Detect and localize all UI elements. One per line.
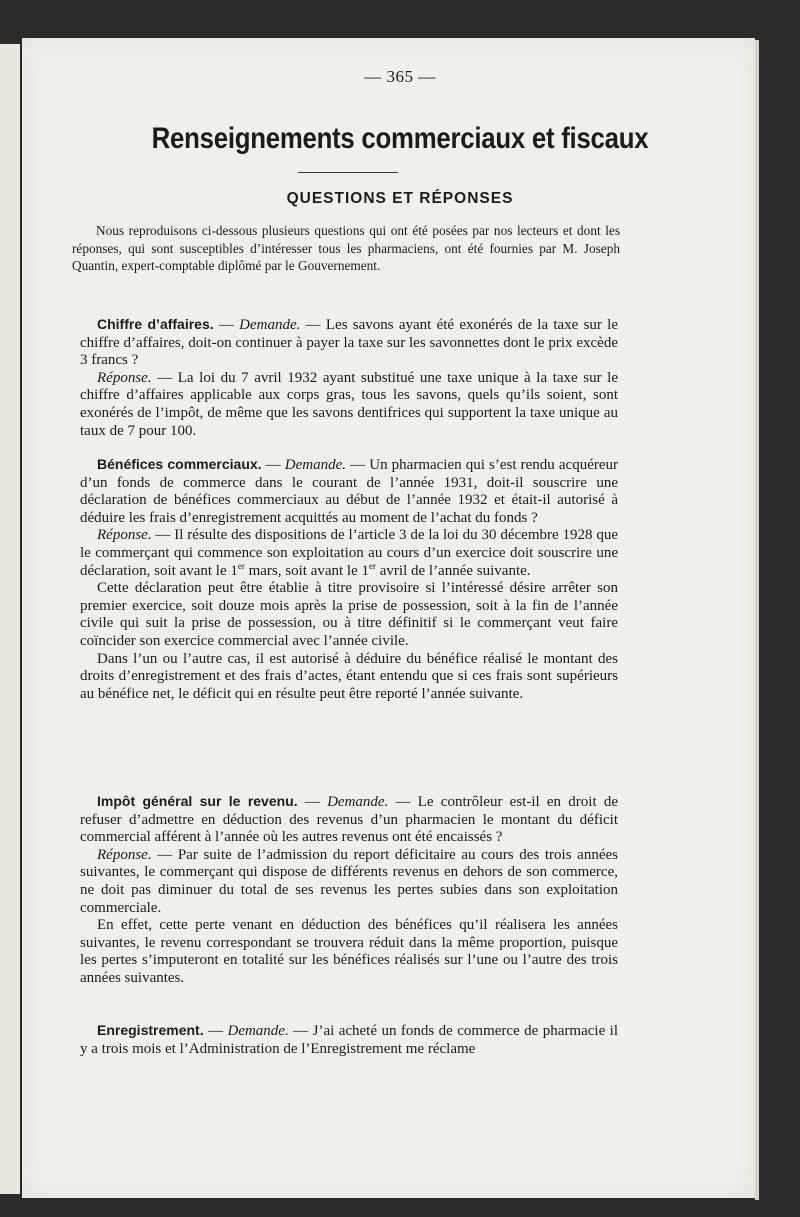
previous-page-edge: [0, 44, 20, 1194]
topic-label: Bénéfices commerciaux.: [97, 456, 262, 472]
answer-text: Il résulte des dispositions de l’article 3 de la loi du 30 décembre 1928 que le commerçant qui commence son exploitation au cours d’un exercice doit souscrire une déclaration, soit avant le 1: [80, 527, 619, 579]
ordinal-suffix: er: [369, 560, 376, 571]
answer-text: La loi du 7 avril 1932 ayant substitué une taxe unique à la taxe sur le chiffre d’affaires applicable aux corps gras, tous les savons, quels qu’ils soient, sont exonérés de l’impôt, de même que les savons dentifrices qui supportent la taxe unique au taux de 7 pour 100.: [80, 369, 618, 439]
page-title: Renseignements commerciaux et fiscaux: [151, 122, 649, 155]
page-number: — 365 —: [364, 67, 436, 86]
demande-label: Demande.: [227, 1023, 289, 1039]
topic-label: Impôt général sur le revenu.: [97, 793, 298, 809]
ordinal-suffix: er: [237, 560, 245, 571]
answer-paragraph: Réponse. — La loi du 7 avril 1932 ayant substitué une taxe unique à la taxe sur le chiffre d’affaires applicable aux corps gras, tous les savons, quels qu’ils soient, sont exonérés de l’impôt, de même que les savons dentifrices qui supportent la taxe unique au taux de 7 pour 100.: [80, 369, 618, 439]
question-text: Un pharmacien qui s’est rendu acquéreur d’un fonds de commerce dans le courant de l’année 1931, doit-il souscrire une déclaration de bénéfices commerciaux au début de l’année 1932 et était-il autorisé à déduire les frais d’enregistrement acquittés au moment de l’achat du fonds ?: [80, 457, 619, 526]
section-heading: QUESTIONS ET RÉPONSES: [286, 190, 514, 207]
answer-paragraph: Dans l’un ou l’autre cas, il est autorisé à déduire du bénéfice réalisé le montant des droits d’enregistrement et des frais d’actes, étant entendu que si ces frais sont supérieurs au bénéfice net, le déficit qui en résulte peut être reporté l’année suivante.: [80, 650, 618, 702]
qa-block-enregistrement: [80, 1022, 618, 1058]
question-text: Les savons ayant été exonérés de la taxe sur le chiffre d’affaires, doit-on continuer à payer la taxe sur les savonnettes dont le prix excède 3 francs ?: [80, 317, 619, 369]
question-text: J’ai acheté un fonds de commerce de pharmacie il y a trois mois et l’Administration de l’Enregistrement me réclame: [80, 1023, 619, 1057]
question-paragraph: Impôt général sur le revenu. — Demande. — Le contrôleur est-il en droit de refuser d’admettre en déduction des revenus d’un pharmacien le montant du déficit commercial afférent à l’année où les autres revenus ont été encaissés ?: [80, 793, 618, 846]
question-paragraph: Chiffre d’affaires. — Demande. — Les savons ayant été exonérés de la taxe sur le chiffre d’affaires, doit-on continuer à payer la taxe sur les savonnettes dont le prix excède 3 francs ?: [80, 316, 619, 369]
answer-paragraph: En effet, cette perte venant en déduction des bénéfices qu’il réalisera les années suivantes, le revenu correspondant se trouvera réduit dans la même proportion, puisque les pertes s’imputeront en totalité sur les bénéfices réalisés sur l’une ou l’autre des trois années suivantes.: [80, 917, 618, 986]
reponse-label: Réponse.: [97, 527, 152, 544]
question-paragraph: Bénéfices commerciaux. — Demande. — Un pharmacien qui s’est rendu acquéreur d’un fonds de commerce dans le courant de l’année 1931, doit-il souscrire une déclaration de bénéfices commerciaux au début de l’année 1932 et était-il autorisé à déduire les frais d’enregistrement acquittés au moment de l’achat du fonds ?: [80, 456, 619, 526]
reponse-label: Réponse.: [97, 846, 152, 863]
demande-label: Demande.: [284, 457, 347, 473]
qa-block-impot-general: [80, 793, 618, 988]
title-divider: [298, 172, 398, 173]
answer-text: mars, soit avant le 1: [244, 562, 369, 579]
reponse-label: Réponse.: [97, 369, 152, 386]
answer-paragraph: Réponse. — Il résulte des dispositions de l’article 3 de la loi du 30 décembre 1928 que le commerçant qui commence son exploitation au cours d’un exercice doit souscrire une déclaration, soit avant le 1er mars, soit avant le 1er avril de l’année suivante.: [80, 527, 619, 579]
topic-label: Enregistrement.: [97, 1022, 204, 1038]
demande-label: Demande.: [327, 794, 389, 810]
answer-paragraph: Cette déclaration peut être établie à titre provisoire si l’intéressé désire arrêter son premier exercice, soit douze mois après la prise de possession, soit à la fin de l’année civile qui suit la prise de possession, ou à titre définitif si le commerçant veut faire coïncider son exercice commercial avec l’année civile.: [80, 580, 618, 649]
page-edge: [755, 40, 759, 1200]
answer-text: Par suite de l’admission du report déficitaire au cours des trois années suivantes, le commerçant qui dispose de différents revenus en dehors de son commerce, ne doit pas diminuer du total de ses revenus les pertes subies dans son exploitation commerciale.: [80, 846, 618, 916]
answer-text: avril de l’année suivante.: [376, 562, 531, 579]
question-paragraph: Enregistrement. — Demande. — J’ai acheté un fonds de commerce de pharmacie il y a trois mois et l’Administration de l’Enregistrement me réclame: [80, 1022, 619, 1057]
demande-label: Demande.: [239, 317, 301, 333]
qa-block-chiffre-affaires: [80, 316, 618, 440]
intro-paragraph: Nous reproduisons ci-dessous plusieurs questions qui ont été posées par nos lecteurs et dont les réponses, qui sont susceptibles d’intéresser tous les pharmaciens, ont été fournies par M. Joseph Quantin, expert-comptable diplômé par le Gouvernement.: [72, 223, 620, 273]
topic-label: Chiffre d’affaires.: [97, 316, 214, 332]
question-text: Le contrôleur est-il en droit de refuser d’admettre en déduction des revenus d’un pharmacien le montant du déficit commercial afférent à l’année où les autres revenus ont été encaissés ?: [80, 794, 618, 846]
qa-block-benefices-commerciaux: [80, 456, 618, 703]
answer-paragraph: Réponse. — Par suite de l’admission du report déficitaire au cours des trois années suivantes, le commerçant qui dispose de différents revenus en dehors de son commerce, ne doit pas diminuer du total de ses revenus les pertes subies dans son exploitation commerciale.: [80, 846, 618, 916]
